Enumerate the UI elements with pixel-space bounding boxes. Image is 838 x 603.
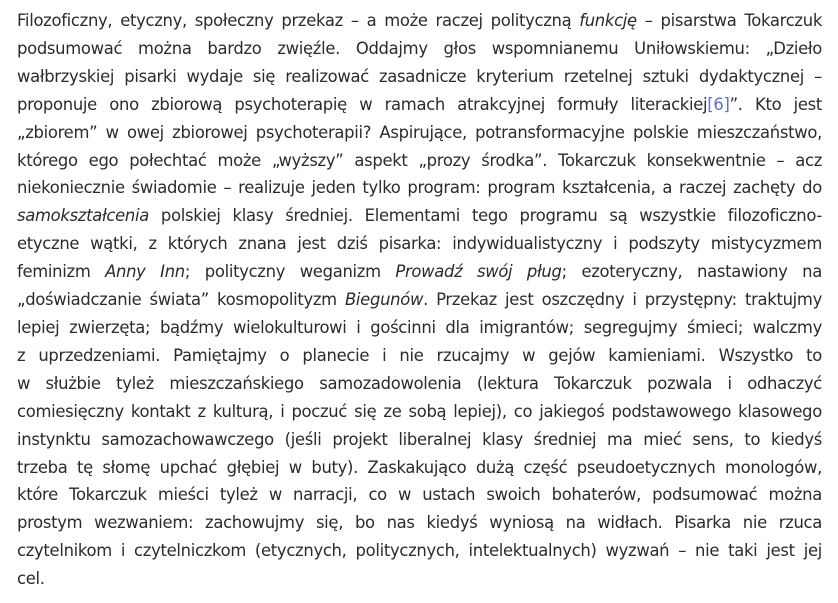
text-line [17,258,822,286]
italic-title: Anny Inn [105,262,185,282]
text-line [17,35,822,63]
text-segment: w służbie tyleż mieszczańskiego samozadowolenia (lektura Tokarczuk pozwala i odhaczyć [17,373,822,393]
text-segment: comiesięczny kontakt z kulturą, i poczuć się ze sobą lepiej), co jakiegoś podstawowego klasowego [17,401,822,421]
text-line [17,63,822,91]
text-segment: Filozoficzny, etyczny, społeczny przekaz – a może raczej polityczną [17,11,580,30]
text-line [17,370,822,398]
text-segment: feminizm [17,262,106,282]
text-segment: ; ezoteryczny, nastawiony na [561,262,822,282]
text-segment: prostym wezwaniem: zachowujmy się, bo nas kiedyś wyniosą na widłach. Pisarka nie rzuca [17,513,822,533]
italic-title: funkcję [579,11,637,30]
italic-title: Biegunów [344,290,424,310]
text-segment: „zbiorem” w owej zbiorowej psychoterapii? Aspirujące, potransformacyjne polskie mieszczaństwo, [17,122,822,142]
text-segment: instynktu samozachowawczego (jeśli projekt liberalnej klasy średniej ma mieć sens, to kiedyś [17,429,822,449]
text-line [17,537,822,565]
text-line [17,7,822,35]
text-line [17,565,822,593]
text-segment: niekoniecznie świadomie – realizuje jeden tylko program: program kształcenia, a raczej zachęty do [17,178,822,198]
text-segment: polskiej klasy średniej. Elementami tego programu są wszystkie filozoficzno- [148,206,822,226]
text-segment: wałbrzyskiej pisarki wydaje się realizować zasadnicze kryterium rzetelnej sztuki dydaktycznej – [17,66,822,86]
text-line [17,286,822,314]
text-segment: lepiej zwierzęta; bądźmy wielokulturowi i gościnni dla imigrantów; segregujmy śmieci; walczmy [17,317,822,337]
text-line [17,147,822,175]
text-segment: ; polityczny weganizm [184,262,396,282]
text-segment: . Przekaz jest oszczędny i przystępny: traktujmy [423,290,822,310]
text-segment: ”. Kto jest [729,94,822,114]
text-segment: trzeba tę słomę upchać głębiej w buty). Zaskakująco dużą część pseudoetycznych monologów, [17,457,822,477]
text-line [17,230,822,258]
text-line [17,174,822,202]
text-line [17,509,822,537]
text-segment: „doświadczanie świata” kosmopolityzm [17,290,345,310]
text-line [17,119,822,147]
text-segment: z uprzedzeniami. Pamiętajmy o planecie i nie rzucajmy w gejów kamieniami. Wszystko to [17,345,822,365]
text-line [17,342,822,370]
text-line [17,202,822,230]
text-segment: którego ego połechtać może „wyższy” aspekt „prozy środka”. Tokarczuk konsekwentnie – acz [17,150,822,170]
text-segment: cel. [17,569,45,589]
text-line [17,454,822,482]
text-segment: proponuje ono zbiorową psychoterapię w ramach atrakcyjnej formuły literackiej [17,94,708,114]
italic-title: samokształcenia [17,206,149,226]
text-segment: – pisarstwa Tokarczuk [636,11,823,30]
text-line [17,481,822,509]
text-segment: etyczne wątki, z których znana jest dziś pisarka: indywidualistyczny i podszyty mistycyzmem [17,234,822,254]
text-line [17,426,822,454]
text-segment: które Tokarczuk mieści tyleż w narracji, co w ustach swoich bohaterów, podsumować można [17,485,822,505]
text-line [17,314,822,342]
italic-title: Prowadź swój pług [395,262,562,282]
text-line [17,91,822,119]
article-paragraph [17,7,822,593]
footnote-link[interactable]: [6] [707,94,730,114]
text-segment: podsumować można bardzo zwięźle. Oddajmy głos wspomnianemu Uniłowskiemu: „Dzieło [17,38,822,58]
text-segment: czytelnikom i czytelniczkom (etycznych, politycznych, intelektualnych) wyzwań – nie taki jest jej [17,541,822,561]
text-line [17,398,822,426]
